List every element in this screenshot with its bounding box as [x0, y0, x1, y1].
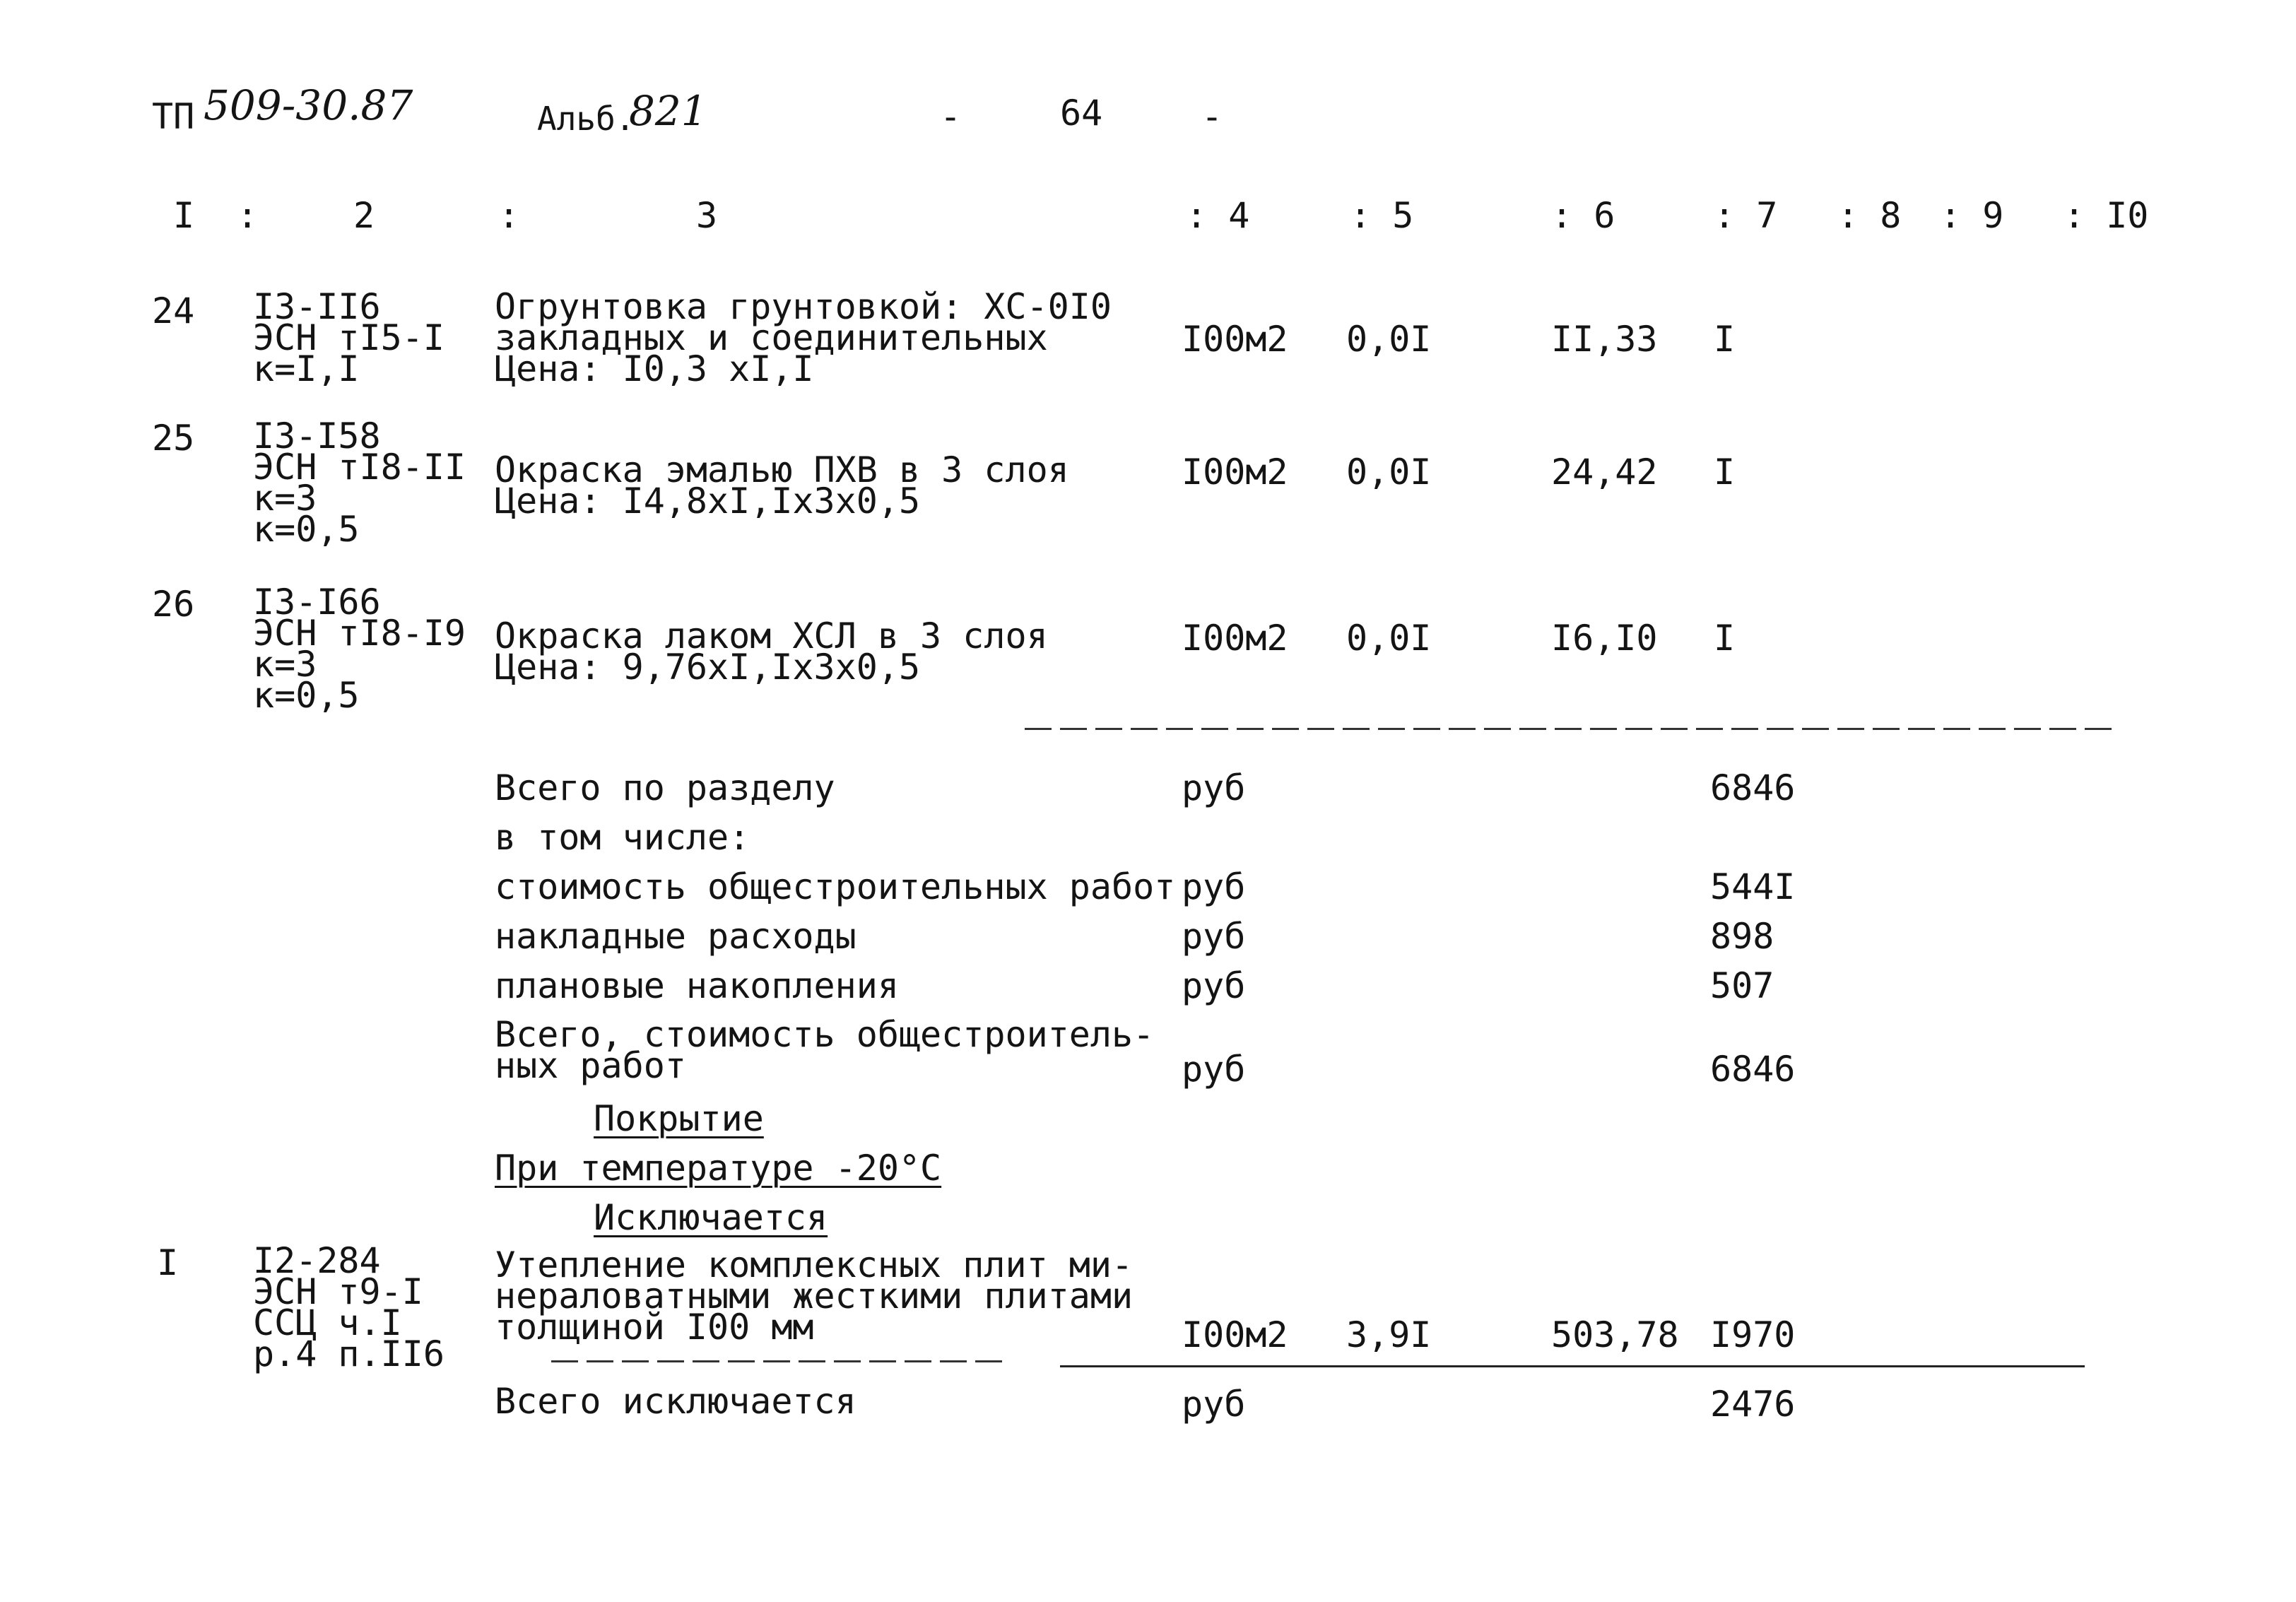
- summary-value: 6846: [1710, 1049, 1796, 1090]
- row-description: Огрунтовка грунтовкой: ХС-0I0 закладных и соединительных Цена: I0,3 хI,I: [495, 286, 1112, 389]
- col-5: : 5: [1350, 195, 1414, 236]
- summary-unit: руб: [1182, 767, 1246, 808]
- row-description: Утепление комплексных плит ми- нераловатными жесткими плитами толщиной I00 мм: [495, 1244, 1134, 1348]
- summary-unit: руб: [1182, 866, 1246, 907]
- row-price: II,33: [1551, 319, 1658, 360]
- row-code: I3-II6 ЭСН тI5-I к=I,I: [253, 286, 445, 389]
- row-description: Окраска лаком ХСЛ в 3 слоя Цена: 9,76хI,Iх3х0,5: [495, 616, 1048, 688]
- row-number: 26: [152, 584, 195, 625]
- summary-unit: руб: [1182, 965, 1246, 1006]
- summary-unit: руб: [1182, 916, 1246, 957]
- summary-value: 898: [1710, 916, 1774, 957]
- excluded-total-unit: руб: [1182, 1384, 1246, 1425]
- row-unit: I00м2: [1182, 452, 1288, 493]
- row-number: 25: [152, 418, 195, 459]
- col-7: : 7: [1714, 195, 1778, 236]
- temperature-heading: При температуре -20°С: [495, 1148, 942, 1189]
- row-price: 24,42: [1551, 452, 1658, 493]
- summary-label: в том числе:: [495, 817, 750, 858]
- col-3: 3: [696, 195, 718, 236]
- summary-label: накладные расходы: [495, 916, 856, 957]
- row-price: I6,I0: [1551, 618, 1658, 659]
- col-sep: :: [498, 195, 520, 236]
- col-9: : 9: [1940, 195, 2004, 236]
- header-dash-left: -: [940, 96, 962, 137]
- row-total: I970: [1710, 1314, 1796, 1355]
- divider-dashed: [551, 1360, 1003, 1362]
- album-label: Альб.: [537, 100, 635, 138]
- page-number: 64: [1060, 93, 1103, 134]
- row-code: I2-284 ЭСН т9-I ССЦ ч.I р.4 п.II6: [253, 1240, 445, 1374]
- section-divider: [1025, 728, 2113, 730]
- col-10: : I0: [2064, 195, 2149, 236]
- row-unit: I00м2: [1182, 618, 1288, 659]
- row-total: I: [1714, 319, 1736, 360]
- summary-value: 507: [1710, 965, 1774, 1006]
- row-unit: I00м2: [1182, 319, 1288, 360]
- row-number: I: [157, 1242, 179, 1283]
- col-2: 2: [353, 195, 375, 236]
- col-1: I: [173, 195, 195, 236]
- col-sep: :: [237, 195, 259, 236]
- row-quantity: 0,0I: [1346, 618, 1432, 659]
- summary-label: плановые накопления: [495, 965, 899, 1006]
- summary-label: стоимость общестроительных работ: [495, 866, 1176, 907]
- row-total: I: [1714, 618, 1736, 659]
- summary-value: 544I: [1710, 866, 1796, 907]
- header-dash-right: -: [1201, 96, 1223, 137]
- row-quantity: 3,9I: [1346, 1314, 1432, 1355]
- row-price: 503,78: [1551, 1314, 1679, 1355]
- divider-line: [1060, 1365, 2085, 1367]
- row-unit: I00м2: [1182, 1314, 1288, 1355]
- row-description: Окраска эмалью ПХВ в 3 слоя Цена: I4,8хI,Iх3х0,5: [495, 449, 1069, 522]
- doc-prefix: ТП: [152, 96, 195, 137]
- doc-code: 509-30.87: [204, 81, 413, 129]
- col-4: : 4: [1186, 195, 1250, 236]
- row-number: 24: [152, 290, 195, 331]
- excluded-total-value: 2476: [1710, 1384, 1796, 1425]
- row-total: I: [1714, 452, 1736, 493]
- summary-label: Всего по разделу: [495, 767, 835, 808]
- excluded-heading: Исключается: [594, 1197, 828, 1238]
- section-title: Покрытие: [594, 1098, 764, 1139]
- row-code: I3-I58 ЭСН тI8-II к=3 к=0,5: [253, 416, 466, 550]
- col-8: : 8: [1837, 195, 1902, 236]
- row-quantity: 0,0I: [1346, 319, 1432, 360]
- excluded-total-label: Всего исключается: [495, 1381, 856, 1422]
- row-quantity: 0,0I: [1346, 452, 1432, 493]
- summary-value: 6846: [1710, 767, 1796, 808]
- row-code: I3-I66 ЭСН тI8-I9 к=3 к=0,5: [253, 582, 466, 716]
- summary-unit: руб: [1182, 1049, 1246, 1090]
- album-number: 821: [629, 87, 707, 135]
- summary-label: Всего, стоимость общестроитель- ных работ: [495, 1014, 1155, 1086]
- col-6: : 6: [1551, 195, 1615, 236]
